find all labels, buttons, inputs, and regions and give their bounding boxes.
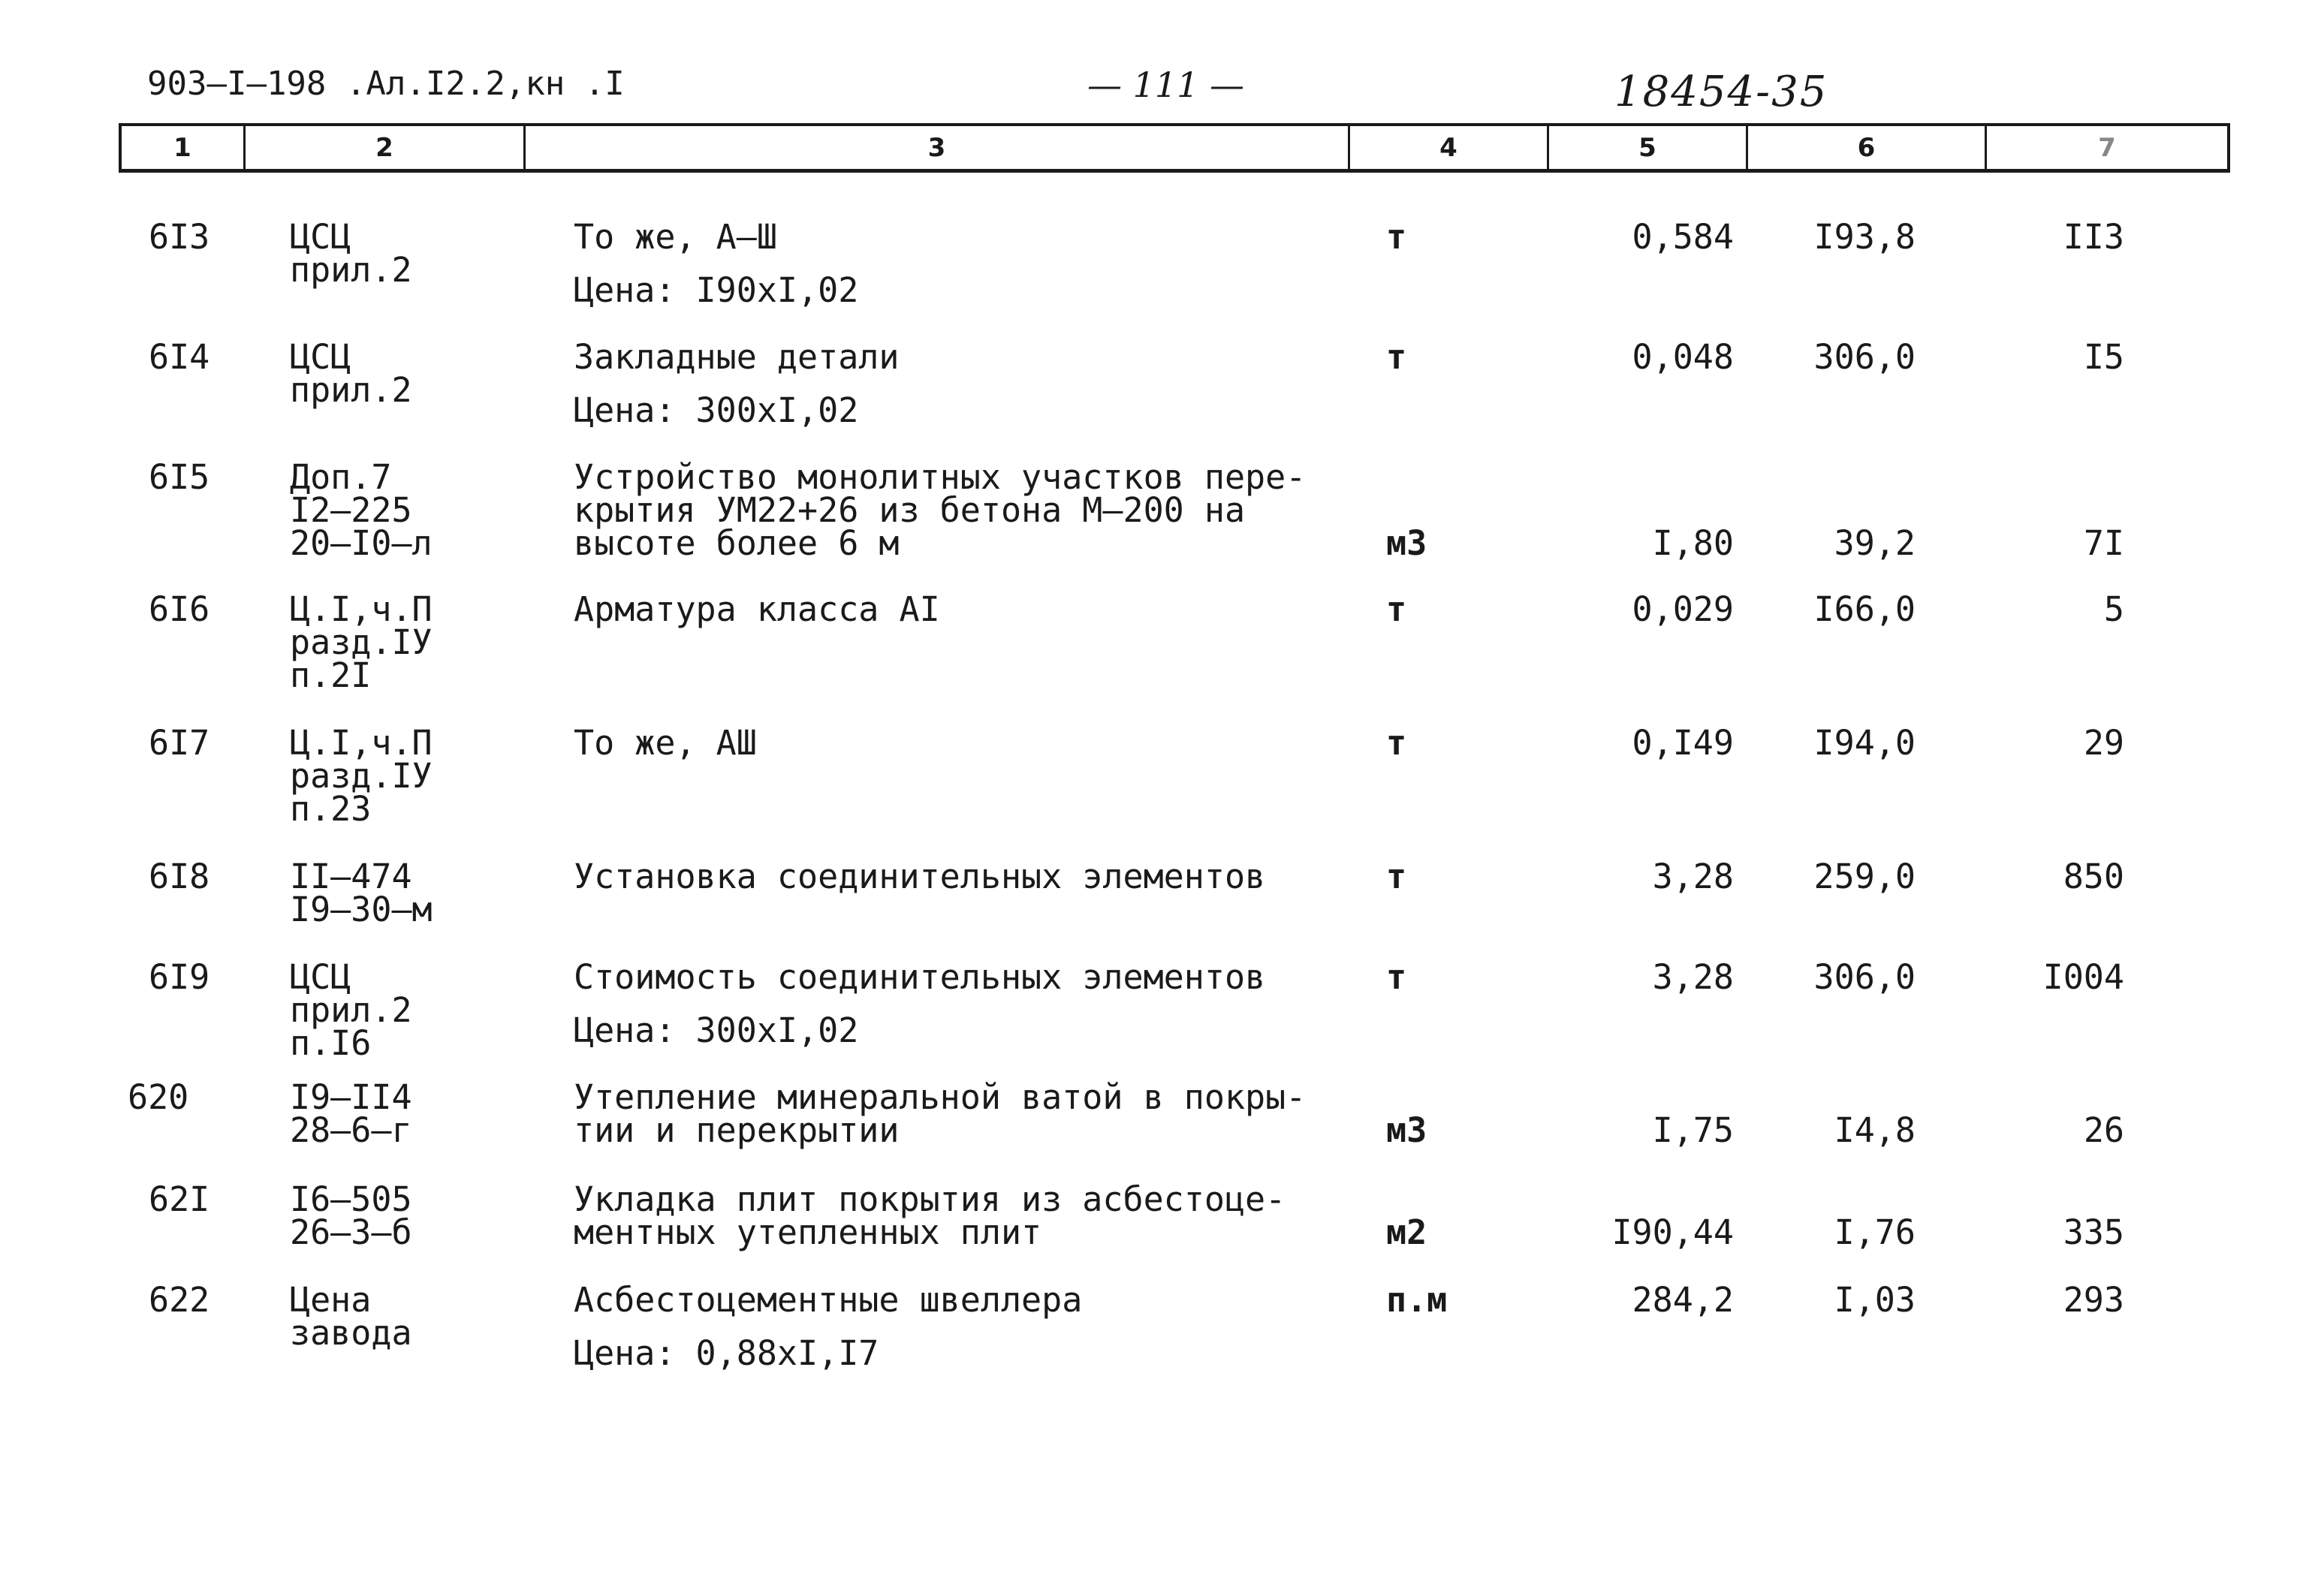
- total-cost: 293: [2063, 1280, 2124, 1320]
- unit: т: [1386, 723, 1407, 763]
- price-note: Цена: 0,88xI,I7: [574, 1333, 879, 1373]
- work-description: Установка соединительных элементов: [574, 857, 1266, 896]
- row-number: 6I8: [149, 857, 210, 896]
- total-cost: 7I: [2083, 523, 2124, 563]
- rate-code: Ц.I,ч.П разд.IУ п.2I: [290, 589, 433, 695]
- page-number: — 111 —: [1087, 65, 1245, 105]
- row-number: 6I3: [149, 217, 210, 257]
- column-header-2: 2: [375, 132, 393, 163]
- work-description: Утепление минеральной ватой в покры- тии и перекрытии: [574, 1077, 1307, 1150]
- quantity: 0,I49: [1632, 723, 1734, 763]
- row-number: 6I6: [149, 589, 210, 629]
- row-number: 622: [149, 1280, 210, 1320]
- doc-code: 903–I–198 .Ал.I2.2,кн .I: [147, 65, 625, 103]
- unit-price: I93,8: [1813, 217, 1916, 257]
- total-cost: II3: [2063, 217, 2124, 257]
- row-number: 6I4: [149, 337, 210, 377]
- row-number: 620: [128, 1077, 189, 1117]
- work-description: Укладка плит покрытия из асбестоце- ментных утепленных плит: [574, 1179, 1286, 1252]
- quantity: 3,28: [1652, 957, 1734, 997]
- unit: т: [1386, 217, 1407, 257]
- rate-code: Доп.7 I2–225 20–I0–л: [290, 457, 433, 563]
- unit: т: [1386, 337, 1407, 377]
- work-description: То же, А–Ш: [574, 217, 777, 257]
- quantity: 0,048: [1632, 337, 1734, 377]
- work-description: Устройство монолитных участков пере- крытия УМ22+26 из бетона М–200 на высоте более 6 м: [574, 457, 1307, 563]
- quantity: 0,029: [1632, 589, 1734, 629]
- work-description: Закладные детали: [574, 337, 900, 377]
- quantity: I90,44: [1611, 1212, 1734, 1252]
- column-header-6: 6: [1857, 132, 1876, 163]
- unit-price: 306,0: [1813, 957, 1916, 997]
- quantity: 0,584: [1632, 217, 1734, 257]
- rate-code: ЦСЦ прил.2: [290, 217, 412, 290]
- column-header-1: 1: [173, 132, 191, 163]
- work-description: Асбестоцементные швеллера: [574, 1280, 1083, 1320]
- price-note: Цена: I90xI,02: [574, 270, 859, 310]
- work-description: То же, АШ: [574, 723, 757, 763]
- row-number: 62I: [149, 1179, 210, 1219]
- column-header-7: 7: [2098, 132, 2116, 163]
- price-note: Цена: 300xI,02: [574, 390, 859, 430]
- unit: т: [1386, 589, 1407, 629]
- total-cost: 850: [2063, 857, 2124, 896]
- price-note: Цена: 300xI,02: [574, 1010, 859, 1050]
- unit-price: 39,2: [1834, 523, 1916, 563]
- unit: м2: [1386, 1212, 1427, 1252]
- unit: м3: [1386, 523, 1427, 563]
- quantity: 284,2: [1632, 1280, 1734, 1320]
- work-description: Стоимость соединительных элементов: [574, 957, 1266, 997]
- total-cost: 335: [2063, 1212, 2124, 1252]
- rate-code: Цена завода: [290, 1280, 412, 1353]
- rate-code: I9–II4 28–6–г: [290, 1077, 412, 1150]
- unit-price: I4,8: [1834, 1110, 1916, 1150]
- total-cost: 26: [2083, 1110, 2124, 1150]
- rate-code: ЦСЦ прил.2 п.I6: [290, 957, 412, 1063]
- quantity: I,80: [1652, 523, 1734, 563]
- unit: т: [1386, 857, 1407, 896]
- unit-price: I66,0: [1813, 589, 1916, 629]
- work-description: Арматура класса АI: [574, 589, 940, 629]
- total-cost: I004: [2042, 957, 2124, 997]
- rate-code: I6–505 26–3–б: [290, 1179, 412, 1252]
- unit: п.м: [1386, 1280, 1448, 1320]
- rate-code: Ц.I,ч.П разд.IУ п.23: [290, 723, 433, 829]
- row-number: 6I7: [149, 723, 210, 763]
- column-header-3: 3: [927, 132, 946, 163]
- column-header-5: 5: [1638, 132, 1656, 163]
- total-cost: I5: [2083, 337, 2124, 377]
- inventory-number: 18454-35: [1614, 68, 1828, 116]
- quantity: I,75: [1652, 1110, 1734, 1150]
- row-number: 6I5: [149, 457, 210, 497]
- rate-code: ЦСЦ прил.2: [290, 337, 412, 410]
- unit: м3: [1386, 1110, 1427, 1150]
- unit-price: I,03: [1834, 1280, 1916, 1320]
- column-header-4: 4: [1439, 132, 1457, 163]
- column-header-row: [119, 123, 2230, 173]
- unit-price: I94,0: [1813, 723, 1916, 763]
- unit-price: 306,0: [1813, 337, 1916, 377]
- rate-code: II–474 I9–30–м: [290, 857, 433, 929]
- total-cost: 5: [2103, 589, 2124, 629]
- row-number: 6I9: [149, 957, 210, 997]
- unit-price: I,76: [1834, 1212, 1916, 1252]
- unit-price: 259,0: [1813, 857, 1916, 896]
- quantity: 3,28: [1652, 857, 1734, 896]
- total-cost: 29: [2083, 723, 2124, 763]
- unit: т: [1386, 957, 1407, 997]
